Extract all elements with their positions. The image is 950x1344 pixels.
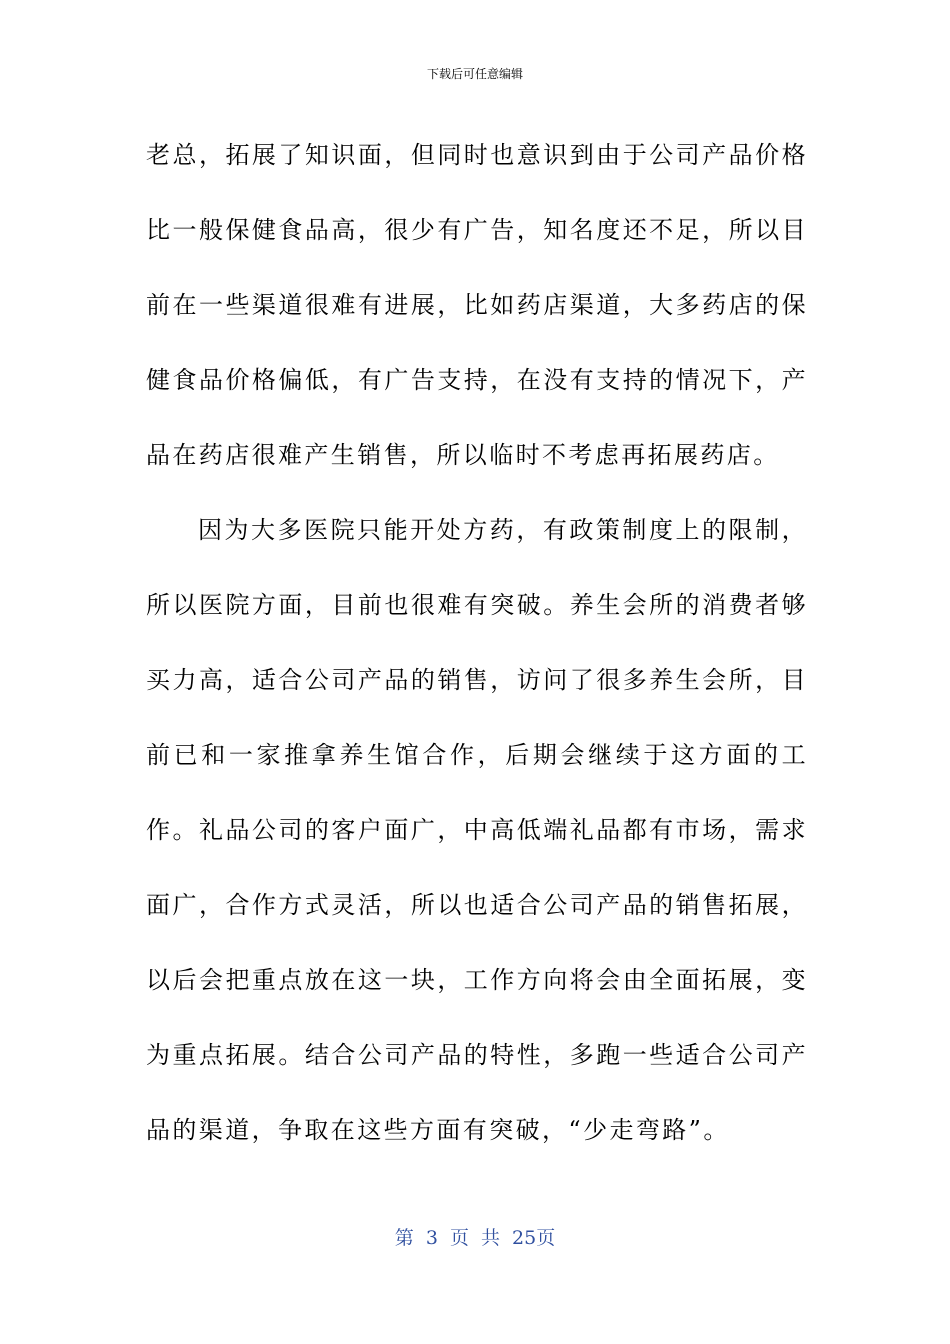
page-header (0, 66, 950, 82)
paragraph-1: 老总，拓展了知识面，但同时也意识到由于公司产品价格比一般保健食品高，很少有广告，知名度还不足，所以目前在一些渠道很难有进展，比如药店渠道，大多药店的保健食品价格偏低，有广告支持，在没有支持的情况下，产品在药店很难产生销售，所以临时不考虑再拓展药店。 (146, 141, 808, 469)
page-indicator: 第 3 页 共 25页 (394, 1227, 556, 1249)
document-body (146, 118, 808, 1168)
page-footer (0, 1226, 950, 1250)
paragraph-2: 因为大多医院只能开处方药，有政策制度上的限制，所以医院方面，目前也很难有突破。养生会所的消费者够买力高，适合公司产品的销售，访问了很多养生会所，目前已和一家推拿养生馆合作，后期会继续于这方面的工作。礼品公司的客户面广，中高低端礼品都有市场，需求面广，合作方式灵活，所以也适合公司产品的销售拓展，以后会把重点放在这一块，工作方向将会由全面拓展，变为重点拓展。结合公司产品的特性，多跑一些适合公司产品的渠道，争取在这些方面有突破，“少走弯路”。 (146, 516, 808, 1144)
header-note: 下载后可任意编辑 (426, 67, 523, 81)
